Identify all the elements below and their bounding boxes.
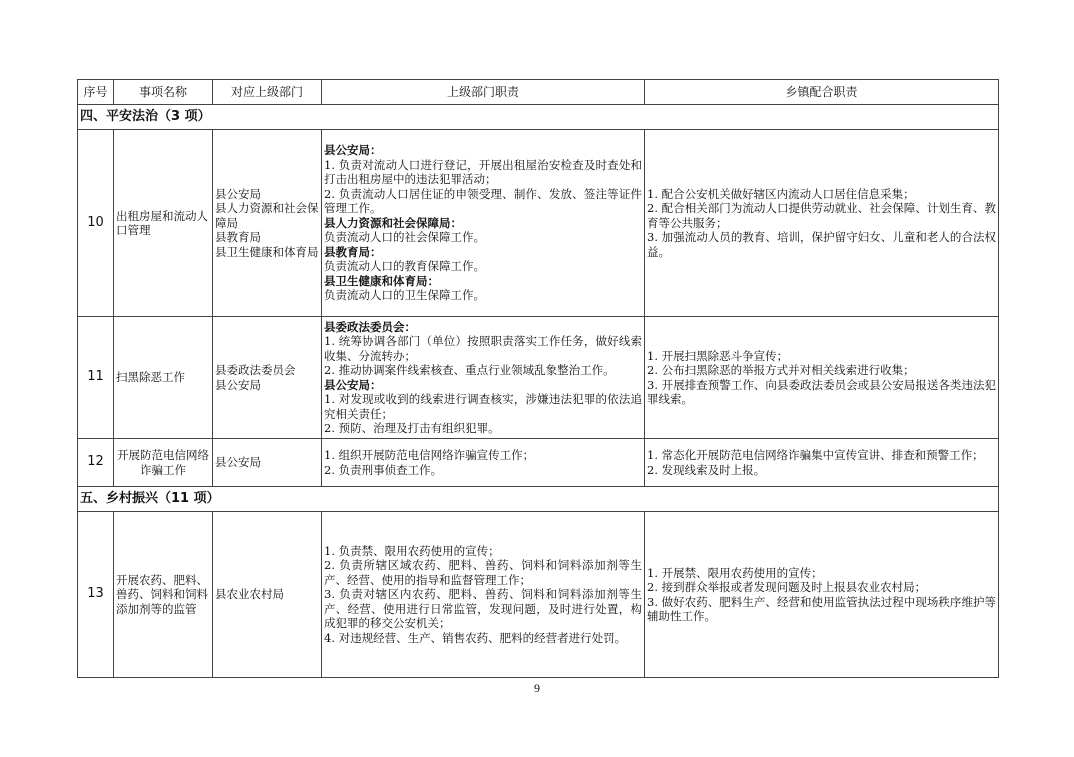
table-row [78,512,999,678]
table-row [78,439,999,487]
duty-line: 2. 预防、治理及打击有组织犯罪。 [324,421,500,435]
row-upper-duty [322,512,645,678]
town-line: 3. 加强流动人员的教育、培训，保护留守妇女、儿童和老人的合法权益。 [647,230,996,259]
dept-line: 县卫生健康和体育局 [215,244,319,259]
town-line: 3. 开展排查预警工作、向县委政法委员会或县公安局报送各类违法犯罪线索。 [647,377,996,406]
duty-line: 1. 负责对流动人口进行登记，开展出租屋治安检查及时查处和打击出租房屋中的违法犯罪活动； [324,157,642,187]
row-name: 开展农药、肥料、兽药、饲料和饲料添加剂等的监管 [114,512,213,678]
town-line: 2. 接到群众举报或者发现问题及时上报县农业农村局； [647,580,927,594]
duty-line: 2. 负责刑事侦查工作。 [324,462,443,477]
town-line: 3. 做好农药、肥料生产、经营和使用监管执法过程中现场秩序维护等辅助性工作。 [647,594,996,623]
section-row [78,105,999,130]
duty-line: 2. 负责所辖区域农药、肥料、兽药、饲料和饲料添加剂等生产、经营、使用的指导和监督管理工作； [324,558,642,587]
row-name: 扫黑除恶工作 [114,317,213,439]
duty-heading: 县人力资源和社会保障局： [324,215,462,230]
row-upper-duty [322,317,645,439]
row-town-duty [645,317,999,439]
duty-line: 负责流动人口的卫生保障工作。 [324,288,485,303]
town-line: 1. 开展扫黑除恶斗争宣传； [647,348,789,363]
row-town-duty [645,439,999,487]
duty-heading: 县委政法委员会： [324,319,416,334]
duty-line: 1. 组织开展防范电信网络诈骗宣传工作； [324,448,535,462]
row-dept [213,130,322,317]
duty-line: 3. 负责对辖区内农药、肥料、兽药、饲料和饲料添加剂等生产、经营、使用进行日常监管，发现问题，及时进行处置，构成犯罪的移交公安机关； [324,587,642,631]
table-row [78,317,999,439]
duty-line: 2. 推动协调案件线索核查、重点行业领域乱象整治工作。 [324,363,615,377]
header-upper: 上级部门职责 [322,80,645,105]
table-row [78,130,999,317]
row-town-duty [645,512,999,678]
section-title-4: 四、平安法治（3 项） [78,105,999,130]
header-name: 事项名称 [114,80,213,105]
town-line: 1. 配合公安机关做好辖区内流动人口居住信息采集； [647,186,915,201]
row-upper-duty [322,439,645,487]
dept-line: 县人力资源和社会保障局 [215,201,319,230]
row-num: 11 [78,317,114,439]
header-row [78,80,999,105]
header-num: 序号 [78,80,114,105]
duty-heading: 县卫生健康和体育局： [324,273,439,288]
duty-line: 1. 负责禁、限用农药使用的宣传； [324,543,500,558]
header-dept: 对应上级部门 [213,80,322,105]
section-row [78,487,999,512]
duty-heading: 县公安局： [324,143,382,158]
dept-line: 县委政法委员会 [215,363,296,377]
town-line: 2. 公布扫黑除恶的举报方式并对相关线索进行收集； [647,363,915,377]
row-dept [213,439,322,487]
duty-table [77,79,999,678]
page-number: 9 [534,681,540,695]
row-upper-duty [322,130,645,317]
row-name: 出租房屋和流动人口管理 [114,130,213,317]
dept-line: 县农业农村局 [215,587,284,602]
row-town-duty [645,130,999,317]
row-num: 13 [78,512,114,678]
row-num: 12 [78,439,114,487]
town-line: 2. 发现线索及时上报。 [647,462,766,477]
row-num: 10 [78,130,114,317]
duty-line: 1. 统筹协调各部门（单位）按照职责落实工作任务，做好线索收集、分流转办； [324,334,642,363]
dept-line: 县公安局 [215,186,261,201]
town-line: 1. 常态化开展防范电信网络诈骗集中宣传宣讲、排查和预警工作； [647,448,984,462]
header-town: 乡镇配合职责 [645,80,999,105]
dept-line: 县公安局 [215,377,261,392]
duty-heading: 县教育局： [324,244,382,259]
dept-line: 县公安局 [215,455,261,470]
duty-line: 4. 对违规经营、生产、销售农药、肥料的经营者进行处罚。 [324,630,627,645]
duty-line: 负责流动人口的教育保障工作。 [324,259,485,274]
dept-line: 县教育局 [215,230,261,245]
row-name: 开展防范电信网络诈骗工作 [114,439,213,487]
duty-line: 1. 对发现或收到的线索进行调查核实，涉嫌违法犯罪的依法追究相关责任； [324,392,642,421]
duty-line: 2. 负责流动人口居住证的申领受理、制作、发放、签注等证件管理工作。 [324,186,642,216]
duty-line: 负责流动人口的社会保障工作。 [324,230,485,245]
row-dept [213,512,322,678]
town-line: 2. 配合相关部门为流动人口提供劳动就业、社会保障、计划生育、教育等公共服务； [647,201,996,230]
town-line: 1. 开展禁、限用农药使用的宣传； [647,565,823,580]
section-title-5: 五、乡村振兴（11 项） [78,487,999,512]
row-dept [213,317,322,439]
duty-heading: 县公安局： [324,377,382,392]
